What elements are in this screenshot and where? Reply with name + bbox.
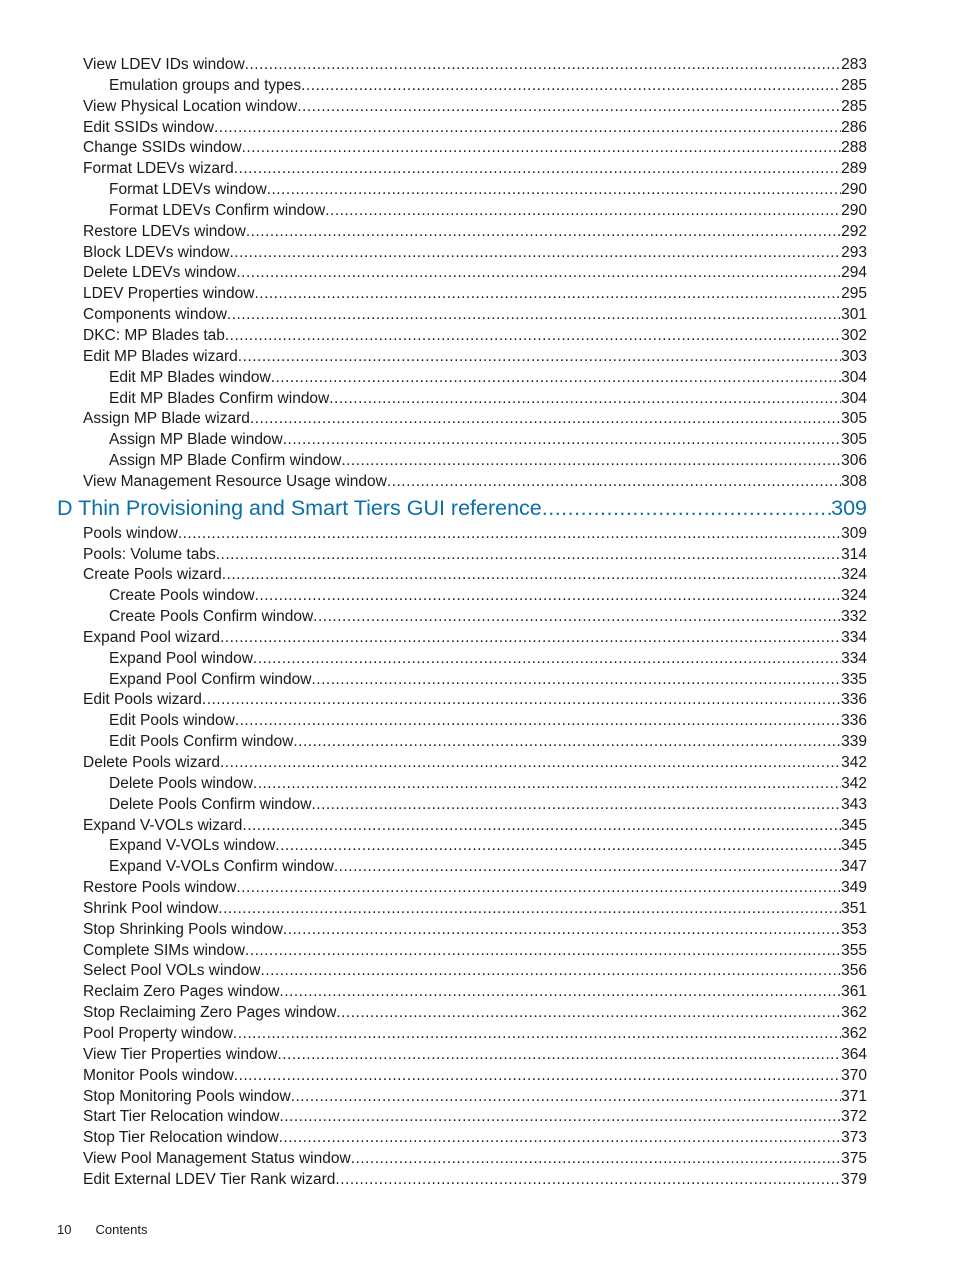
- dot-leader: [293, 732, 841, 753]
- dot-leader: [336, 1003, 841, 1024]
- toc-entry-title: Start Tier Relocation window: [83, 1108, 280, 1126]
- toc-entry-title: Edit External LDEV Tier Rank wizard: [83, 1170, 336, 1188]
- toc-entry-title: Change SSIDs window: [83, 139, 242, 157]
- toc-entry[interactable]: [0, 118, 954, 139]
- toc-entry-page-number: 371: [841, 1087, 867, 1105]
- dot-leader: [260, 961, 841, 982]
- dot-leader: [297, 97, 841, 118]
- toc-entry-title: Stop Tier Relocation window: [83, 1129, 279, 1147]
- toc-entry-title: Stop Shrinking Pools window: [83, 920, 283, 938]
- toc-entry[interactable]: [0, 1045, 954, 1066]
- dot-leader: [311, 795, 841, 816]
- toc-entry[interactable]: [0, 836, 954, 857]
- toc-entry-title: Expand Pool Confirm window: [109, 670, 312, 688]
- toc-entry-page-number: 335: [841, 670, 867, 688]
- dot-leader: [178, 524, 841, 545]
- toc-entry[interactable]: [0, 472, 954, 493]
- dot-leader: [220, 628, 841, 649]
- dot-leader: [253, 774, 841, 795]
- toc-entry[interactable]: [0, 649, 954, 670]
- toc-entry-page-number: 334: [841, 628, 867, 646]
- toc-entry-page-number: 285: [841, 76, 867, 94]
- toc-entry-page-number: 343: [841, 795, 867, 813]
- toc-entry-page-number: 353: [841, 920, 867, 938]
- toc-chapter-heading[interactable]: [0, 493, 954, 524]
- toc-entry-title: Delete LDEVs window: [83, 264, 237, 282]
- toc-entry-page-number: 356: [841, 962, 867, 980]
- toc-entry-page-number: 283: [841, 56, 867, 73]
- dot-leader: [279, 982, 841, 1003]
- toc-entry-title: Expand V-VOLs window: [109, 837, 276, 855]
- dot-leader: [227, 305, 841, 326]
- toc-entry-page-number: 379: [841, 1170, 867, 1188]
- toc-entry-title: DKC: MP Blades tab: [83, 326, 225, 344]
- toc-entry-page-number: 303: [841, 347, 867, 365]
- toc-entry-page-number: 355: [841, 941, 867, 959]
- toc-entry-title: Components window: [83, 306, 227, 324]
- toc-entry-page-number: 304: [841, 389, 867, 407]
- toc-entry-title: Format LDEVs window: [109, 181, 267, 199]
- dot-leader: [301, 76, 841, 97]
- dot-leader: [325, 201, 841, 222]
- toc-entry-page-number: 290: [841, 201, 867, 219]
- toc-entry[interactable]: [0, 774, 954, 795]
- toc-entry[interactable]: [0, 1128, 954, 1149]
- toc-entry-page-number: 289: [841, 160, 867, 178]
- dot-leader: [214, 118, 841, 139]
- toc-entry[interactable]: [0, 711, 954, 732]
- toc-entry-title: Edit Pools Confirm window: [109, 733, 294, 751]
- dot-leader: [351, 1149, 841, 1170]
- toc-entry[interactable]: [0, 732, 954, 753]
- toc-entry[interactable]: [0, 430, 954, 451]
- dot-leader: [283, 430, 841, 451]
- toc-entry[interactable]: [0, 941, 954, 962]
- dot-leader: [245, 55, 841, 76]
- toc-entry[interactable]: [0, 878, 954, 899]
- toc-entry[interactable]: [0, 753, 954, 774]
- dot-leader: [283, 920, 841, 941]
- toc-entry-title: Pools window: [83, 524, 178, 542]
- dot-leader: [277, 1045, 841, 1066]
- toc-entry-title: Expand V-VOLs Confirm window: [109, 858, 334, 876]
- toc-entry[interactable]: [0, 1024, 954, 1045]
- toc-entry-title: View Management Resource Usage window: [83, 472, 387, 490]
- toc-entry[interactable]: [0, 816, 954, 837]
- toc-entry-title: Assign MP Blade wizard: [83, 410, 250, 428]
- dot-leader: [291, 1087, 841, 1108]
- toc-entry-page-number: 286: [841, 118, 867, 136]
- toc-entry-title: Create Pools wizard: [83, 566, 222, 584]
- dot-leader: [279, 1128, 842, 1149]
- dot-leader: [229, 243, 841, 264]
- toc-entry[interactable]: [0, 628, 954, 649]
- dot-leader: [279, 1107, 841, 1128]
- toc-entry[interactable]: [0, 607, 954, 628]
- toc-entry[interactable]: [0, 670, 954, 691]
- toc-entry[interactable]: [0, 545, 954, 566]
- chapter-title: D Thin Provisioning and Smart Tiers GUI reference: [57, 495, 542, 520]
- toc-entry-title: Edit MP Blades Confirm window: [109, 389, 330, 407]
- toc-entry[interactable]: [0, 222, 954, 243]
- toc-entry-title: Edit Pools wizard: [83, 691, 202, 709]
- toc-entry[interactable]: [0, 263, 954, 284]
- dot-leader: [234, 1066, 841, 1087]
- toc-entry-page-number: 305: [841, 410, 867, 428]
- toc-entry[interactable]: [0, 920, 954, 941]
- dot-leader: [236, 263, 841, 284]
- toc-entry-page-number: 309: [841, 524, 867, 542]
- toc-entry-page-number: 375: [841, 1150, 867, 1168]
- toc-entry-title: Stop Reclaiming Zero Pages window: [83, 1004, 337, 1022]
- toc-entry[interactable]: [0, 159, 954, 180]
- toc-entry[interactable]: [0, 55, 954, 76]
- dot-leader: [234, 159, 841, 180]
- toc-entry-page-number: 293: [841, 243, 867, 261]
- toc-entry-title: Delete Pools Confirm window: [109, 795, 312, 813]
- toc-entry-title: Create Pools Confirm window: [109, 608, 314, 626]
- dot-leader: [242, 138, 842, 159]
- toc-entry-page-number: 362: [841, 1024, 867, 1042]
- toc-entry-page-number: 370: [841, 1066, 867, 1084]
- toc-entry-title: View Physical Location window: [83, 97, 298, 115]
- toc-entry-title: Pool Property window: [83, 1024, 233, 1042]
- toc-entry[interactable]: [0, 76, 954, 97]
- dot-leader: [334, 857, 841, 878]
- toc-entry-page-number: 324: [841, 566, 867, 584]
- toc-entry-title: Expand V-VOLs wizard: [83, 816, 243, 834]
- toc-entry[interactable]: [0, 305, 954, 326]
- dot-leader: [253, 649, 841, 670]
- toc-entry-title: Expand Pool window: [109, 649, 253, 667]
- toc-entry-page-number: 285: [841, 97, 867, 115]
- toc-entry-title: Delete Pools wizard: [83, 754, 220, 771]
- toc-entry-title: Restore Pools window: [83, 879, 237, 897]
- toc-entry-title: LDEV Properties window: [83, 285, 255, 303]
- toc-entry[interactable]: [0, 97, 954, 118]
- toc-entry-page-number: 364: [841, 1045, 867, 1063]
- toc-entry[interactable]: [0, 368, 954, 389]
- dot-leader: [542, 493, 831, 524]
- toc-entry-page-number: 302: [841, 326, 867, 344]
- toc-entry-title: Reclaim Zero Pages window: [83, 983, 280, 1001]
- toc-entry-page-number: 314: [841, 545, 867, 563]
- dot-leader: [238, 347, 841, 368]
- toc-entry[interactable]: [0, 899, 954, 920]
- toc-entry[interactable]: [0, 389, 954, 410]
- toc-entry[interactable]: [0, 982, 954, 1003]
- toc-entry-title: Delete Pools window: [109, 774, 253, 792]
- toc-entry-title: Select Pool VOLs window: [83, 962, 261, 980]
- toc-entry-page-number: 292: [841, 222, 867, 240]
- toc-entry-title: Format LDEVs wizard: [83, 160, 234, 178]
- dot-leader: [220, 753, 841, 774]
- dot-leader: [216, 545, 841, 566]
- dot-leader: [254, 284, 841, 305]
- toc-entry[interactable]: [0, 1066, 954, 1087]
- dot-leader: [218, 899, 841, 920]
- toc-entry-page-number: 336: [841, 712, 867, 730]
- toc-entry[interactable]: [0, 1107, 954, 1128]
- toc-entry-title: Expand Pool wizard: [83, 628, 220, 646]
- toc-entry-title: Assign MP Blade Confirm window: [109, 452, 342, 470]
- toc-entry-page-number: 334: [841, 649, 867, 667]
- toc-entry-page-number: 342: [841, 754, 867, 771]
- toc-entry-title: Restore LDEVs window: [83, 222, 246, 240]
- toc-entry-title: Edit MP Blades wizard: [83, 347, 238, 365]
- toc-entry-page-number: 372: [841, 1108, 867, 1126]
- toc-entry-title: Pools: Volume tabs: [83, 545, 216, 563]
- toc-entry-title: Create Pools window: [109, 587, 255, 605]
- dot-leader: [225, 326, 841, 347]
- toc-entry[interactable]: [0, 347, 954, 368]
- toc-entry[interactable]: [0, 1170, 954, 1191]
- toc-entry-page-number: 339: [841, 733, 867, 751]
- toc-entry[interactable]: [0, 326, 954, 347]
- dot-leader: [222, 565, 841, 586]
- toc-entry-page-number: 373: [841, 1129, 867, 1147]
- toc-entry-title: Monitor Pools window: [83, 1066, 234, 1084]
- toc-entry-page-number: 362: [841, 1004, 867, 1022]
- toc-entry[interactable]: [0, 409, 954, 430]
- page-footer: [57, 1222, 148, 1237]
- toc-entry-title: Edit SSIDs window: [83, 118, 214, 136]
- toc-entry-page-number: 347: [841, 858, 867, 876]
- toc-entry-page-number: 336: [841, 691, 867, 709]
- toc-entry[interactable]: [0, 961, 954, 982]
- dot-leader: [275, 836, 841, 857]
- chapter-page-number: 309: [831, 495, 867, 520]
- toc-entry-title: Assign MP Blade window: [109, 431, 283, 449]
- toc-entry-page-number: 345: [841, 816, 867, 834]
- toc-entry-page-number: 351: [841, 899, 867, 917]
- toc-entry[interactable]: [0, 1003, 954, 1024]
- dot-leader: [341, 451, 841, 472]
- toc-entry-title: View Tier Properties window: [83, 1045, 278, 1063]
- toc-entry[interactable]: [0, 243, 954, 264]
- toc-entry-title: Edit Pools window: [109, 712, 235, 730]
- toc-entry-page-number: 308: [841, 472, 867, 490]
- toc-entry[interactable]: [0, 138, 954, 159]
- toc-entry[interactable]: [0, 795, 954, 816]
- dot-leader: [329, 389, 841, 410]
- toc-entry[interactable]: [0, 524, 954, 545]
- toc-entry-page-number: 295: [841, 285, 867, 303]
- dot-leader: [246, 222, 841, 243]
- dot-leader: [245, 941, 841, 962]
- toc-entry-title: Shrink Pool window: [83, 899, 219, 917]
- footer-page-number: 10: [57, 1222, 72, 1237]
- toc-entry-page-number: 306: [841, 452, 867, 470]
- dot-leader: [313, 607, 841, 628]
- toc-entry-page-number: 349: [841, 879, 867, 897]
- dot-leader: [255, 586, 842, 607]
- toc-entry[interactable]: [0, 1149, 954, 1170]
- toc-entry-title: View Pool Management Status window: [83, 1150, 351, 1168]
- toc-entry[interactable]: [0, 565, 954, 586]
- toc-entry-title: Complete SIMs window: [83, 941, 245, 959]
- toc-entry-page-number: 290: [841, 181, 867, 199]
- dot-leader: [233, 1024, 841, 1045]
- toc-entry[interactable]: [0, 284, 954, 305]
- toc-entries-before: [0, 55, 954, 493]
- toc-entry-title: Stop Monitoring Pools window: [83, 1087, 291, 1105]
- dot-leader: [250, 409, 841, 430]
- dot-leader: [271, 368, 841, 389]
- dot-leader: [235, 711, 841, 732]
- toc-entry[interactable]: [0, 690, 954, 711]
- toc-entry[interactable]: [0, 857, 954, 878]
- toc-entry-page-number: 324: [841, 587, 867, 605]
- dot-leader: [387, 472, 841, 493]
- toc-entry[interactable]: [0, 586, 954, 607]
- toc-entry-title: Format LDEVs Confirm window: [109, 201, 326, 219]
- dot-leader: [311, 670, 841, 691]
- footer-section-label: Contents: [95, 1222, 148, 1237]
- toc-entry-page-number: 288: [841, 139, 867, 157]
- table-of-contents: [0, 55, 954, 1191]
- toc-entry-page-number: 305: [841, 431, 867, 449]
- toc-entry-page-number: 332: [841, 608, 867, 626]
- dot-leader: [335, 1170, 841, 1191]
- toc-entry-title: Emulation groups and types: [109, 76, 302, 94]
- toc-entry[interactable]: [0, 180, 954, 201]
- toc-entry[interactable]: [0, 1087, 954, 1108]
- toc-entry-page-number: 361: [841, 983, 867, 1001]
- toc-entry-title: Edit MP Blades window: [109, 368, 271, 386]
- toc-entry-page-number: 342: [841, 774, 867, 792]
- dot-leader: [236, 878, 841, 899]
- toc-entry[interactable]: [0, 201, 954, 222]
- toc-entry-page-number: 301: [841, 306, 867, 324]
- toc-entry-page-number: 304: [841, 368, 867, 386]
- toc-entry-page-number: 294: [841, 264, 867, 282]
- dot-leader: [267, 180, 841, 201]
- dot-leader: [202, 690, 841, 711]
- toc-entries-after: [0, 524, 954, 1191]
- toc-entry-title: View LDEV IDs window: [83, 56, 245, 73]
- toc-entry[interactable]: [0, 451, 954, 472]
- toc-entry-title: Block LDEVs window: [83, 243, 230, 261]
- toc-entry-page-number: 345: [841, 837, 867, 855]
- dot-leader: [242, 816, 841, 837]
